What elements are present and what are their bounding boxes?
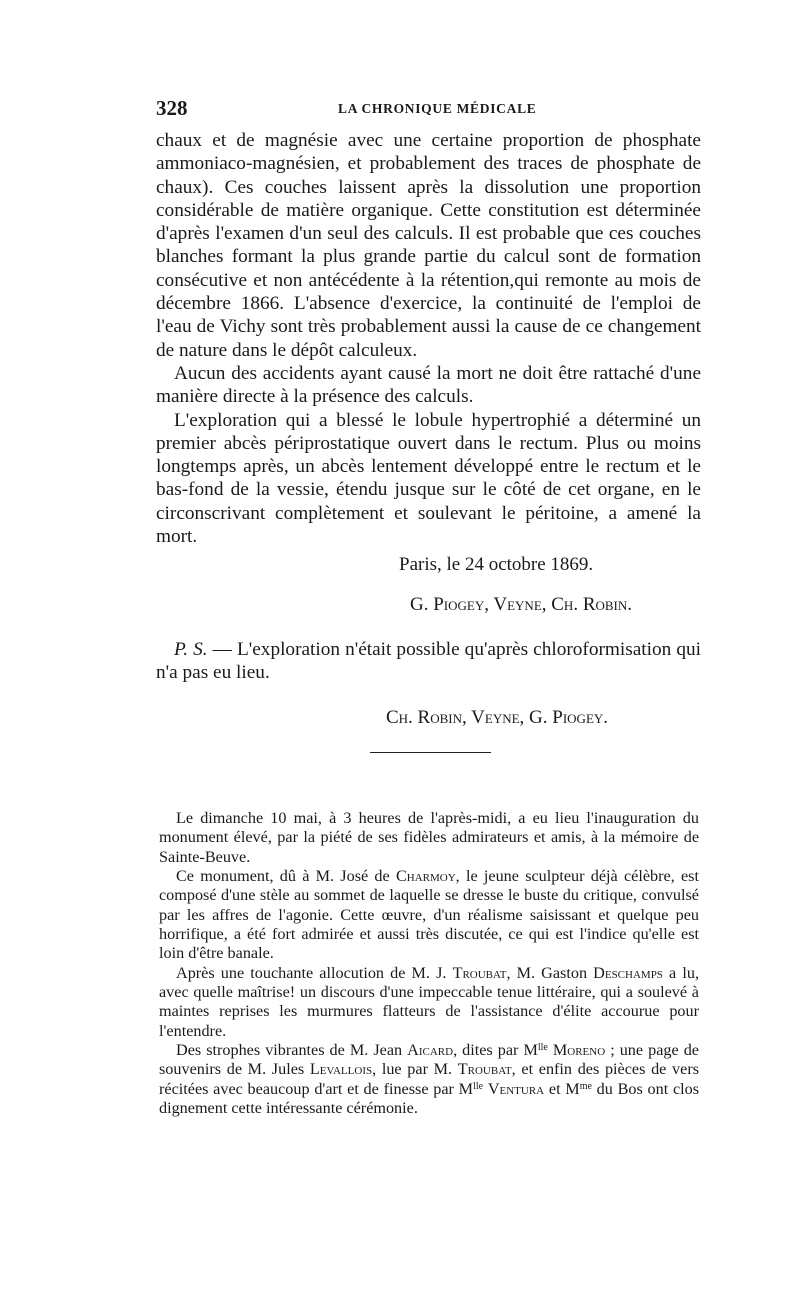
person-name: Troubat bbox=[452, 963, 507, 982]
text-run: du Bos ont clos dignement cette intéressante cérémonie. bbox=[159, 1079, 700, 1118]
dateline-text: Paris, le 24 octobre 1869. bbox=[399, 554, 594, 575]
person-name: Charmoy bbox=[395, 867, 456, 886]
person-name: Aicard bbox=[407, 1041, 454, 1060]
text-run: , dites par M bbox=[453, 1041, 538, 1060]
person-name: Moreno bbox=[552, 1041, 606, 1060]
news-paragraph-2 bbox=[159, 867, 699, 964]
text-run: et M bbox=[544, 1079, 580, 1098]
paragraph-accidents: Aucun des accidents ayant causé la mort ne doit être rattaché d'une manière directe à la présence des calculs. bbox=[156, 362, 701, 408]
news-paragraph-3 bbox=[159, 964, 699, 1041]
text-run: ; une page de souvenirs de M. Jules bbox=[159, 1041, 699, 1079]
text-run: Après une touchante allocution de M. J. bbox=[176, 963, 453, 982]
paragraph-calculus-composition: chaux et de magnésie avec une certaine proportion de phosphate ammoniaco-magnésien, et probablement des traces de phosphate de chaux). Ces couches laissent après la dissolution une proportion considérable de matière organique. Cette constitution est déterminée d'après l'examen d'un seul des calculs. Il est probable que ces couches blanches formant la plus grande partie du calcul sont de formation consécutive et non antécédente à la rétention,qui remonte au mois de décembre 1866. L'absence d'exercice, la continuité de l'emploi de l'eau de Vichy sont très probablement aussi la cause de ce changement de nature dans le dépôt calculeux. bbox=[156, 130, 701, 361]
person-name: Deschamps bbox=[593, 963, 663, 982]
section-divider bbox=[370, 752, 491, 753]
text-run: , lue par M. bbox=[372, 1060, 458, 1079]
page-header bbox=[156, 96, 701, 122]
postscript bbox=[156, 638, 701, 685]
title-superscript: me bbox=[579, 1080, 592, 1092]
person-name: Troubat bbox=[457, 1060, 512, 1079]
person-name: Ventura bbox=[487, 1079, 545, 1098]
text-run: , le jeune sculpteur déjà célèbre, est composé d'une stèle au sommet de laquelle se dresse le buste du critique, convulsé par les affres de l'agonie. Cette œuvre, d'un réalisme saisissant et quelque peu horrifique, a été fort admirée et aussi très discutée, ce qui est l'indice qu'elle est loin d'être banale. bbox=[159, 867, 699, 963]
title-superscript: lle bbox=[473, 1080, 484, 1092]
news-paragraph-4 bbox=[159, 1041, 699, 1118]
postscript-paragraph bbox=[156, 638, 701, 685]
news-paragraph-1: Le dimanche 10 mai, à 3 heures de l'après-midi, a eu lieu l'inauguration du monument élevé, par la piété de ses fidèles admirateurs et amis, à la mémoire de Sainte-Beuve. bbox=[159, 809, 699, 866]
news-item-sainte-beuve bbox=[159, 809, 699, 1119]
person-name: Levallois bbox=[309, 1060, 373, 1079]
postscript-text: — L'exploration n'était possible qu'après chloroformisation qui n'a pas eu lieu. bbox=[156, 639, 701, 684]
page-number: 328 bbox=[156, 96, 188, 120]
postscript-signatures-text: Ch. Robin, Veyne, G. Piogey. bbox=[386, 707, 609, 728]
text-run: , M. Gaston bbox=[506, 963, 594, 982]
paragraph-exploration: L'exploration qui a blessé le lobule hypertrophié a déterminé un premier abcès périprostatique ouvert dans le rectum. Plus ou moins longtemps après, un abcès lentement développé entre le rectum et le bas-fond de la vessie, étendu jusque sur le côté de cet organe, en le circonscrivant complètement et soulevant le péritoine, a amené la mort. bbox=[156, 409, 701, 548]
title-superscript: lle bbox=[537, 1042, 548, 1054]
text-run: Des strophes vibrantes de M. Jean bbox=[176, 1041, 408, 1060]
postscript-label: P. S. bbox=[174, 639, 208, 660]
text-run: Ce monument, dû à M. José de bbox=[176, 867, 396, 886]
report-body bbox=[156, 129, 701, 548]
running-title: LA CHRONIQUE MÉDICALE bbox=[338, 101, 537, 116]
signatures-text: G. Piogey, Veyne, Ch. Robin. bbox=[410, 594, 633, 615]
text-run: a lu, avec quelle maîtrise! un discours d'une impeccable tenue littéraire, qui a soulevé à maintes reprises les murmures flatteurs de l'assistance d'élite accourue pour l'entendre. bbox=[159, 963, 699, 1040]
text-run: , et enfin des pièces de vers récitées avec beaucoup d'art et de finesse par M bbox=[159, 1060, 700, 1098]
